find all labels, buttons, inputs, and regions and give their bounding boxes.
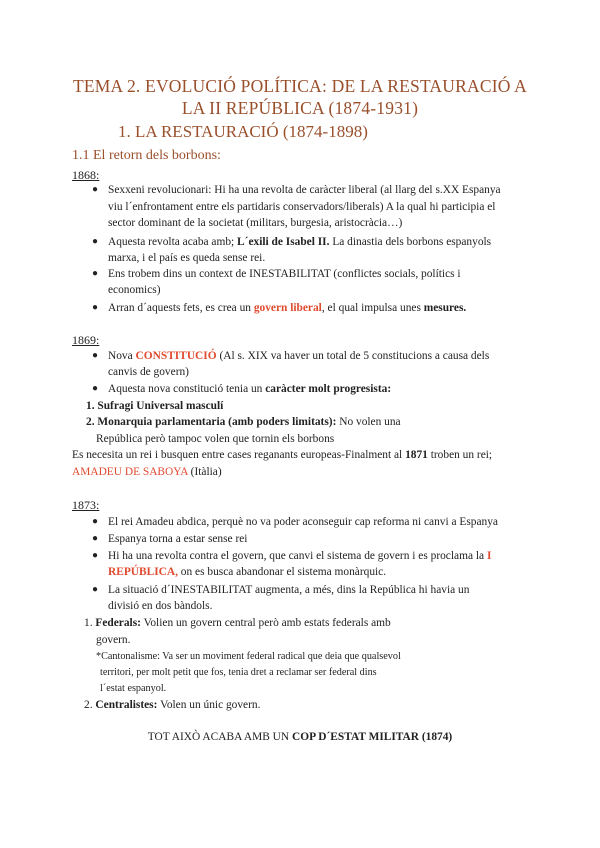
text-line: economics) xyxy=(108,284,161,296)
text-line: divisió en dos bàndols. xyxy=(108,600,213,612)
document-title-line-1: TEMA 2. EVOLUCIÓ POLÍTICA: DE LA RESTAURACIÓ A xyxy=(72,76,528,96)
text-line xyxy=(108,300,466,316)
text-line: La situació d´INESTABILITAT augmenta, a més, dins la República hi havia un xyxy=(108,584,470,596)
highlight-govern-liberal: govern liberal xyxy=(253,302,322,314)
text-line xyxy=(72,447,492,463)
bullet-icon: ● xyxy=(92,184,99,195)
text-line xyxy=(108,548,491,564)
text-run: TOT AIXÒ ACABA AMB UN xyxy=(147,731,290,743)
bullet-icon: ● xyxy=(92,236,99,247)
highlight-republica: REPÚBLICA, xyxy=(108,566,178,578)
text-run: 2. xyxy=(84,699,93,711)
bullet-icon: ● xyxy=(92,302,99,313)
text-run: Es necesita un rei i busquen entre cases reganants europeas-Finalment al xyxy=(72,449,403,461)
numbered-item xyxy=(84,615,391,631)
text-line: República però tampoc volen que tornin els borbons xyxy=(96,433,335,445)
highlight-constitucio: CONSTITUCIÓ xyxy=(135,350,217,362)
emphasis-cop-destat: COP D´ESTAT MILITAR (1874) xyxy=(292,731,453,743)
text-line: sector dominant de la societat (militars, burgesia, aristocràcia…) xyxy=(108,217,403,229)
text-run: Volien un govern central però amb estats federals amb xyxy=(143,617,391,629)
text-run: No volen una xyxy=(339,416,401,428)
conclusion-line xyxy=(0,731,600,743)
numbered-item xyxy=(86,414,401,430)
emphasis-exili: L´exili de Isabel II. xyxy=(237,236,330,248)
text-run: Volen un únic govern. xyxy=(160,699,261,711)
text-line xyxy=(108,348,489,364)
text-line: marxa, i el país es queda sense rei. xyxy=(108,252,266,264)
text-line: govern. xyxy=(96,634,131,646)
numbered-item: 1. Sufragi Universal masculí xyxy=(86,400,224,412)
year-1868-label: 1868: xyxy=(72,168,100,182)
text-run: La dinastia dels borbons espanyols xyxy=(332,236,492,248)
text-run: (Al s. XIX va haver un total de 5 constitucions a causa dels xyxy=(219,350,490,362)
subsection-heading: 1.1 El retorn dels borbons: xyxy=(72,148,221,163)
note-line: l´estat espanyol. xyxy=(100,683,167,694)
text-line: El rei Amadeu abdica, perquè no va poder aconseguir cap reforma ni canvi a Espanya xyxy=(108,516,498,528)
highlight-amadeu: AMADEU DE SABOYA xyxy=(72,466,188,478)
section-heading: 1. LA RESTAURACIÓ (1874-1898) xyxy=(118,122,368,141)
year-1869-label: 1869: xyxy=(72,333,100,347)
text-run: 1. xyxy=(84,617,93,629)
text-run: (Itàlia) xyxy=(190,466,222,478)
text-line xyxy=(108,564,386,580)
text-run: Federals: xyxy=(95,617,141,629)
text-run: Aquesta nova constitució tenia un xyxy=(108,383,263,395)
text-run: Arran d´aquests fets, es crea un xyxy=(108,302,251,314)
text-line xyxy=(108,234,491,250)
document-title-line-2: LA II REPÚBLICA (1874-1931) xyxy=(181,98,419,118)
text-line: Espanya torna a estar sense rei xyxy=(108,533,248,545)
note-line: *Cantonalisme: Va ser un moviment federal radical que deia que qualsevol xyxy=(96,651,401,662)
text-line xyxy=(108,381,391,397)
text-run: , el qual impulsa unes xyxy=(321,302,421,314)
text-run: Centralistes: xyxy=(95,699,158,711)
text-run: Hi ha una revolta contra el govern, que canvi el sistema de govern i es proclama la xyxy=(108,550,485,562)
emphasis-year-1871: 1871 xyxy=(405,449,428,461)
emphasis-mesures: mesures. xyxy=(423,302,467,314)
emphasis-caracter: caràcter molt progresista: xyxy=(265,383,392,395)
text-run: on es busca abandonar el sistema monàrquic. xyxy=(180,566,387,578)
text-run: troben un rei; xyxy=(430,449,493,461)
text-run: Nova xyxy=(108,350,133,362)
highlight-i: I xyxy=(486,550,492,562)
year-1873-label: 1873: xyxy=(72,498,100,512)
bullet-icon: ● xyxy=(92,350,99,361)
text-run: Aquesta revolta acaba amb; xyxy=(108,236,235,248)
bullet-icon: ● xyxy=(92,268,99,279)
bullet-icon: ● xyxy=(92,550,99,561)
bullet-icon: ● xyxy=(92,584,99,595)
text-line: canvis de govern) xyxy=(108,366,189,378)
bullet-icon: ● xyxy=(92,516,99,527)
numbered-item xyxy=(84,697,260,713)
text-line: viu l´enfrontament entre els partidaris conservadors/liberals) A la qual hi participia el xyxy=(108,201,496,213)
bullet-icon: ● xyxy=(92,533,99,544)
text-line: Ens trobem dins un context de INESTABILITAT (conflictes socials, polítics i xyxy=(108,268,461,280)
text-line xyxy=(72,464,222,480)
bullet-icon: ● xyxy=(92,383,99,394)
text-run: 2. Monarquia parlamentaria (amb poders limitats): xyxy=(86,416,337,428)
note-line: territori, per molt petit que fos, tenia dret a reclamar ser federal dins xyxy=(100,667,377,678)
text-line: Sexxeni revolucionari: Hi ha una revolta de caràcter liberal (al llarg del s.XX Espanya xyxy=(108,184,501,196)
